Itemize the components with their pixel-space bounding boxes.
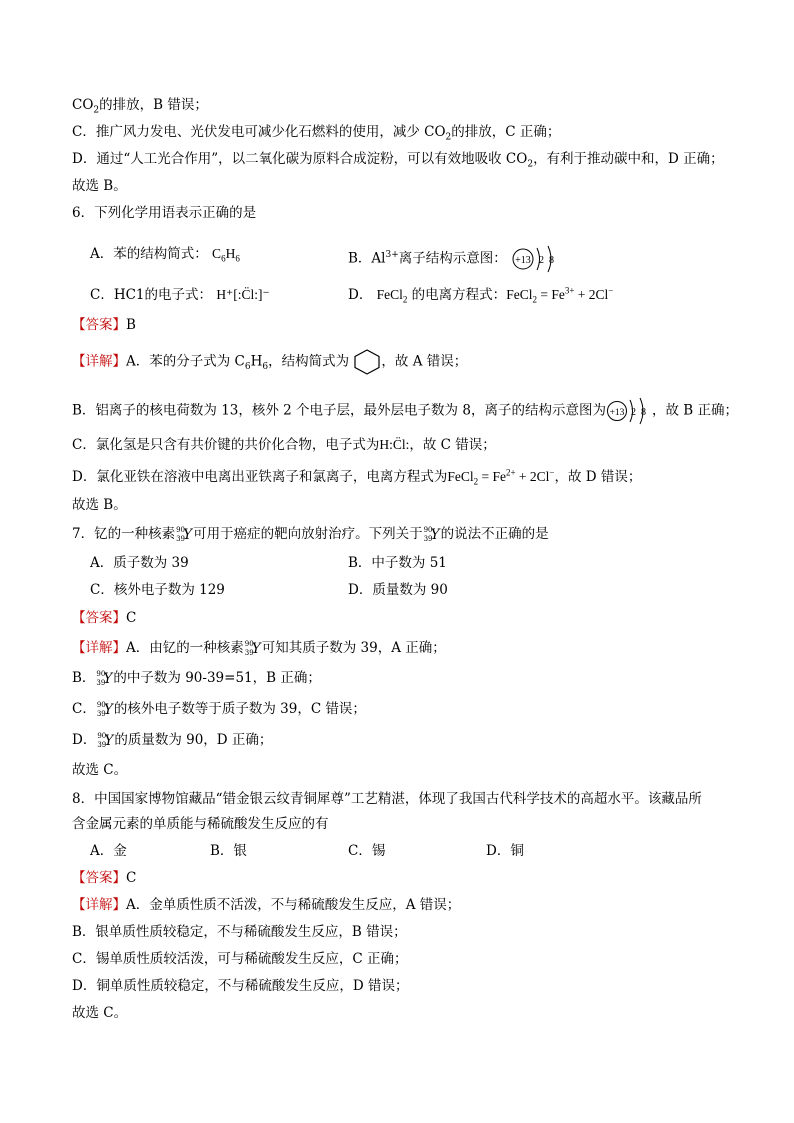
detail-line bbox=[72, 668, 321, 689]
detail-line: D．铜单质性质较稳定，不与稀硫酸发生反应，D 错误； bbox=[72, 978, 409, 994]
text: + 2Cl bbox=[515, 469, 550, 484]
subscript: 2 bbox=[473, 476, 479, 487]
benzene-ring-icon bbox=[353, 349, 381, 375]
text: H bbox=[225, 246, 236, 261]
text: A．由钇的一种核素 bbox=[126, 640, 244, 656]
formula bbox=[212, 246, 240, 264]
detail-line bbox=[72, 730, 272, 751]
text-line: 故选 B。 bbox=[72, 497, 127, 513]
text: 可知其质子数为 39，A 正确； bbox=[261, 640, 446, 656]
subscript: 2 bbox=[532, 294, 537, 305]
text: C．HC1的电子式： bbox=[90, 287, 213, 303]
mass-number: 90 bbox=[97, 731, 107, 740]
question-stem: 6．下列化学用语表示正确的是 bbox=[72, 205, 257, 221]
text-line: 故选 C。 bbox=[72, 1005, 128, 1021]
mass-number: 90 bbox=[176, 525, 186, 534]
text: 的排放，B 错误； bbox=[99, 97, 208, 113]
text: 可用于癌症的靶向放射治疗。下列关于 bbox=[193, 526, 423, 542]
text: FeCl bbox=[506, 287, 533, 302]
mass-number: 90 bbox=[244, 639, 254, 648]
answer-line bbox=[72, 315, 136, 335]
option-b bbox=[348, 244, 561, 274]
electron-formula: H:C̈l: bbox=[379, 437, 410, 452]
superscript: 3+ bbox=[385, 250, 399, 260]
nuclide-symbol bbox=[176, 525, 192, 545]
text-line bbox=[72, 95, 208, 115]
text: 离子结构示意图： bbox=[398, 250, 507, 267]
shell-1-count: 2 bbox=[630, 407, 636, 418]
subscript: 6 bbox=[244, 362, 251, 373]
detail-line bbox=[72, 699, 366, 720]
nuclide-symbol bbox=[245, 639, 261, 659]
nuclide-symbol bbox=[424, 525, 440, 545]
atomic-number: 39 bbox=[96, 709, 106, 718]
detail-line: C．锡单质性质较活泼，可与稀硫酸发生反应，C 正确； bbox=[72, 951, 408, 967]
detail-line bbox=[72, 435, 496, 455]
text: = Fe bbox=[478, 469, 506, 484]
superscript: 2+ bbox=[505, 467, 516, 478]
text: D． bbox=[348, 287, 373, 303]
option-c bbox=[90, 285, 270, 305]
text: B． bbox=[72, 670, 96, 686]
detail-line bbox=[72, 396, 738, 426]
nucleus-charge: +13 bbox=[609, 408, 625, 418]
text: 的核外电子数等于质子数为 39，C 错误； bbox=[113, 701, 366, 717]
option-a bbox=[90, 244, 240, 264]
atom-structure-diagram bbox=[511, 244, 561, 274]
answer-value: C bbox=[126, 870, 137, 886]
answer-label: 【答案】 bbox=[72, 870, 126, 886]
detail-label: 【详解】 bbox=[72, 640, 126, 656]
answer-line bbox=[72, 608, 136, 628]
text: = Fe bbox=[536, 287, 565, 302]
subscript: 2 bbox=[445, 132, 452, 143]
text: 的质量数为 90，D 正确； bbox=[114, 732, 273, 748]
detail-line bbox=[72, 638, 446, 659]
text-line bbox=[72, 122, 560, 142]
text: ，故 D 错误； bbox=[554, 469, 642, 485]
formula bbox=[376, 287, 408, 305]
atomic-number: 39 bbox=[97, 740, 107, 749]
element-symbol: Y bbox=[103, 670, 113, 687]
text: C bbox=[212, 246, 222, 261]
answer-label: 【答案】 bbox=[72, 610, 126, 626]
text: H bbox=[250, 353, 263, 370]
text: 的说法不正确的是 bbox=[440, 526, 549, 542]
option-a: A．质子数为 39 bbox=[90, 555, 189, 571]
option-b: B．中子数为 51 bbox=[348, 555, 447, 571]
option-c: C．核外电子数为 129 bbox=[90, 582, 225, 598]
superscript: 3+ bbox=[564, 285, 575, 296]
detail-line bbox=[72, 895, 460, 915]
atomic-number: 39 bbox=[96, 678, 106, 687]
nuclide-symbol bbox=[97, 731, 113, 751]
text: + 2Cl bbox=[574, 287, 609, 302]
text: A．苯的分子式为 C bbox=[126, 353, 245, 370]
text: D．通过“人工光合作用”，以二氧化碳为原料合成淀粉，可以有效地吸收 CO bbox=[72, 151, 528, 167]
option-b: B．银 bbox=[210, 843, 247, 859]
answer-value: B bbox=[126, 317, 136, 333]
text: C．推广风力发电、光伏发电可减少化石燃料的使用，减少 CO bbox=[72, 124, 446, 140]
element-symbol: Y bbox=[430, 526, 440, 543]
text: ，故 B 正确； bbox=[651, 402, 738, 419]
text: C．氯化氢是只含有共价键的共价化合物，电子式为 bbox=[72, 437, 380, 453]
element-symbol: Y bbox=[104, 732, 114, 749]
text: ，结构简式为 bbox=[268, 353, 350, 370]
mass-number: 90 bbox=[423, 525, 433, 534]
shell-1-count: 2 bbox=[539, 255, 545, 266]
option-d: D．质量数为 90 bbox=[348, 582, 448, 598]
option-d: D．铜 bbox=[486, 843, 524, 859]
question-stem-cont: 含金属元素的单质能与稀硫酸发生反应的有 bbox=[72, 816, 329, 832]
atomic-number: 39 bbox=[244, 648, 254, 657]
text-line: 故选 C。 bbox=[72, 762, 128, 778]
nuclide-symbol bbox=[96, 669, 112, 689]
detail-line: B．银单质性质较稳定，不与稀硫酸发生反应，B 错误； bbox=[72, 924, 407, 940]
shell-2-count: 8 bbox=[640, 407, 646, 418]
mass-number: 90 bbox=[96, 700, 106, 709]
text: D．氯化亚铁在溶液中电离出亚铁离子和氯离子，电离方程式为 bbox=[72, 469, 448, 485]
subscript: 2 bbox=[93, 105, 100, 116]
superscript: − bbox=[549, 467, 555, 478]
text: CO bbox=[72, 97, 94, 113]
subscript: 2 bbox=[527, 159, 534, 170]
mass-number: 90 bbox=[96, 669, 106, 678]
electron-formula: H⁺[:C̈l:]⁻ bbox=[216, 287, 270, 302]
text: 的排放，C 正确； bbox=[451, 124, 561, 140]
nuclide-symbol bbox=[97, 700, 113, 720]
detail-label: 【详解】 bbox=[72, 353, 126, 370]
atomic-number: 39 bbox=[176, 534, 186, 543]
text-line bbox=[72, 149, 724, 169]
answer-value: C bbox=[126, 610, 137, 626]
subscript: 2 bbox=[402, 294, 408, 305]
text-line: 故选 B。 bbox=[72, 178, 127, 194]
shell-2-count: 8 bbox=[549, 255, 555, 266]
detail-line bbox=[72, 467, 641, 487]
text: 的电离方程式： bbox=[407, 287, 507, 303]
subscript: 6 bbox=[221, 253, 226, 264]
text: 7．钇的一种核素 bbox=[72, 526, 176, 542]
text: ，有利于推动碳中和，D 正确； bbox=[533, 151, 724, 167]
element-symbol: Y bbox=[183, 526, 193, 543]
text: ，故 A 错误； bbox=[381, 353, 468, 370]
detail-line bbox=[72, 349, 467, 375]
ionization-equation bbox=[506, 285, 614, 305]
element-symbol: Y bbox=[251, 640, 261, 657]
question-stem bbox=[72, 524, 549, 545]
text: B．铝离子的核电荷数为 13，核外 2 个电子层，最外层电子数为 8，离子的结构示意图为 bbox=[72, 402, 606, 419]
ionization-equation bbox=[447, 467, 555, 487]
text: ，故 C 错误； bbox=[409, 437, 496, 453]
nucleus-charge: +13 bbox=[515, 255, 531, 266]
option-d bbox=[348, 285, 613, 305]
text: D． bbox=[72, 732, 97, 748]
option-a: A．金 bbox=[90, 843, 127, 859]
answer-label: 【答案】 bbox=[72, 317, 126, 333]
text: C． bbox=[72, 701, 96, 717]
text: B． bbox=[348, 250, 372, 267]
answer-line bbox=[72, 868, 136, 888]
option-c: C．锡 bbox=[348, 843, 386, 859]
text: FeCl bbox=[376, 287, 403, 302]
text: FeCl bbox=[447, 469, 474, 484]
detail-label: 【详解】 bbox=[72, 897, 126, 913]
atomic-number: 39 bbox=[423, 534, 433, 543]
subscript: 6 bbox=[235, 253, 240, 264]
atom-structure-diagram bbox=[606, 396, 652, 426]
question-stem: 8．中国国家博物馆藏品“错金银云纹青铜犀尊”工艺精湛，体现了我国古代科学技术的高超水平。该藏品所 bbox=[72, 791, 702, 807]
text: A．金单质性质不活泼，不与稀硫酸发生反应，A 错误； bbox=[126, 897, 461, 913]
text: A．苯的结构简式： bbox=[90, 246, 208, 262]
subscript: 6 bbox=[262, 362, 269, 373]
superscript: − bbox=[608, 285, 614, 296]
element-symbol: Y bbox=[103, 701, 113, 718]
text: Al bbox=[371, 250, 386, 267]
text: 的中子数为 90-39=51，B 正确； bbox=[113, 670, 321, 686]
